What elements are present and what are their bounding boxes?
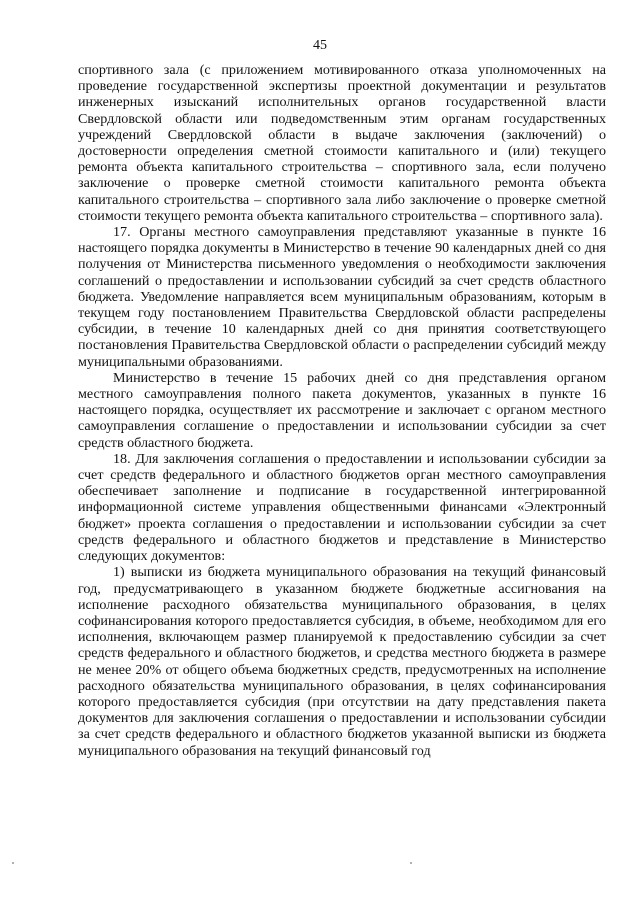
document-body	[78, 62, 606, 759]
paragraph-continuation: спортивного зала (с приложением мотивированного отказа уполномоченных на проведение государственной экспертизы проектной документации и результатов инженерных изысканий исполнительных органов государственной власти Свердловской области или подведомственным этим органам государственных учреждений Свердловской области в выдаче заключения (заключений) о достоверности определения сметной стоимости капитального и (или) текущего ремонта объекта капитального строительства – спортивного зала, если получено заключение о проверке сметной стоимости капитального ремонта объекта капитального строительства – спортивного зала либо заключение о проверке сметной стоимости текущего ремонта объекта капитального строительства – спортивного зала).	[78, 62, 606, 224]
paragraph-ministry-review: Министерство в течение 15 рабочих дней со дня представления органом местного самоуправления полного пакета документов, указанных в пункте 16 настоящего порядка, осуществляет их рассмотрение и заключает с органом местного самоуправления соглашение о предоставлении и использовании субсидии за счет средств областного бюджета.	[78, 369, 606, 451]
scan-artifact-dot	[12, 862, 14, 864]
paragraph-subitem-1: 1) выписки из бюджета муниципального образования на текущий финансовый год, предусматривающего в указанном бюджете бюджетные ассигнования на исполнение расходного обязательства муниципального образования, в целях софинансирования которого предоставляется субсидия, в объеме, необходимом для его исполнения, включающем размер планируемой к предоставлению субсидии за счет средств федерального и областного бюджетов, и средства местного бюджета в размере не менее 20% от общего объема бюджетных средств, предусмотренных на исполнение расходного обязательства муниципального образования, в целях софинансирования которого предоставляется субсидия (при отсутствии на дату представления пакета документов для заключения соглашения о предоставлении и использовании субсидии за счет средств федерального и областного бюджетов указанной выписки из бюджета муниципального образования на текущий финансовый год	[78, 564, 606, 759]
paragraph-item-17: 17. Органы местного самоуправления представляют указанные в пункте 16 настоящего порядка документы в Министерство в течение 90 календарных дней со дня получения от Министерства письменного уведомления о необходимости заключения соглашений о предоставлении и использовании субсидий за счет средств областного бюджета. Уведомление направляется всем муниципальным образованиям, которым в текущем году постановлением Правительства Свердловской области распределены субсидии, в течение 10 календарных дней со дня принятия соответствующего постановления Правительства Свердловской области о распределении субсидий между муниципальными образованиями.	[78, 224, 606, 370]
paragraph-item-18: 18. Для заключения соглашения о предоставлении и использовании субсидии за счет средств федерального и областного бюджетов орган местного самоуправления обеспечивает заполнение и подписание в государственной интегрированной информационной системе управления общественными финансами «Электронный бюджет» проекта соглашения о предоставлении и использовании субсидии за счет средств федерального и областного бюджетов и представление в Министерство следующих документов:	[78, 450, 606, 565]
scan-artifact-dot	[410, 862, 412, 864]
page-number: 45	[313, 38, 327, 53]
